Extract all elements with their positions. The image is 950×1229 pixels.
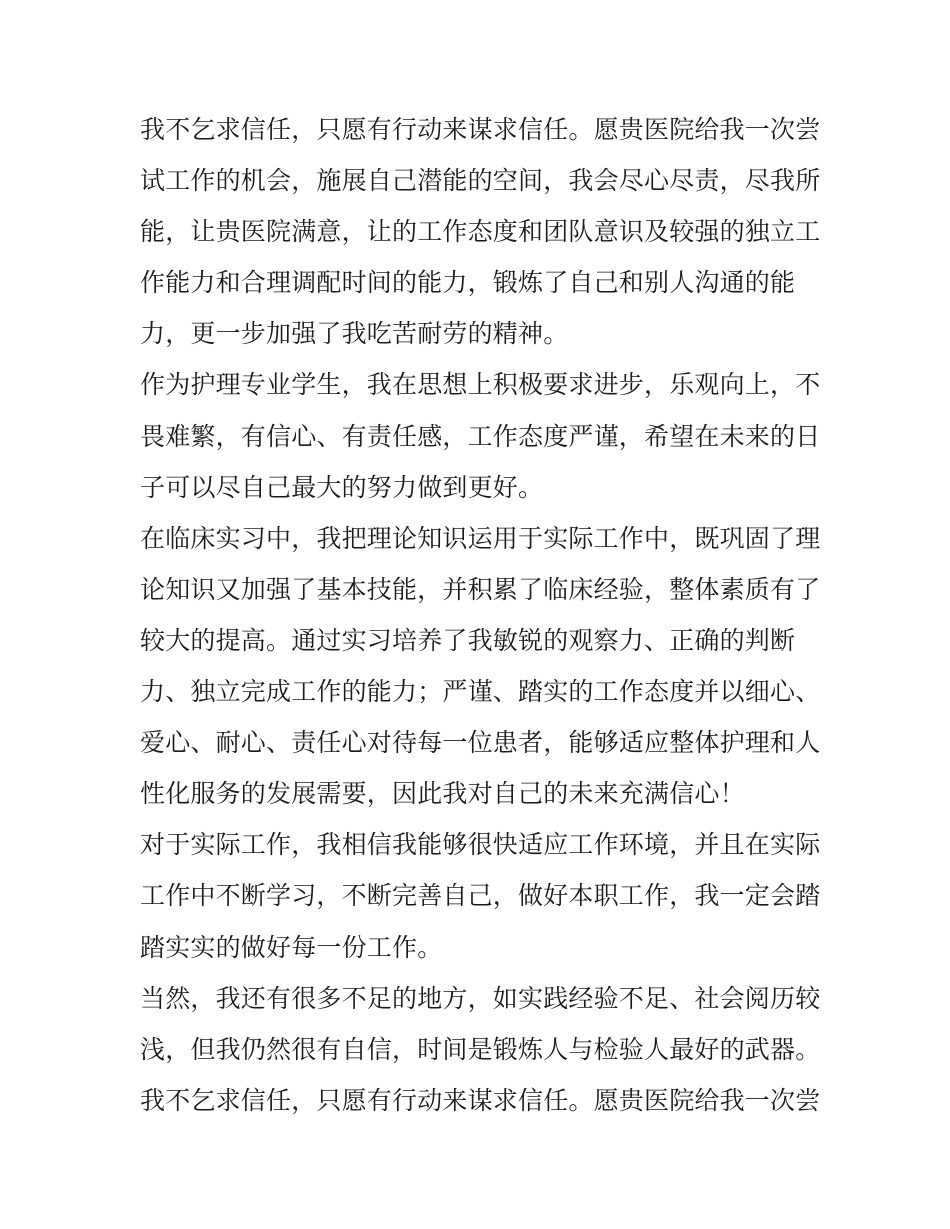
text-line: 在临床实习中，我把理论知识运用于实际工作中，既巩固了理 (140, 523, 821, 553)
document-body (140, 104, 821, 1126)
text-line: 我不乞求信任，只愿有行动来谋求信任。愿贵医院给我一次尝 (140, 115, 821, 144)
text-line: 工作中不断学习，不断完善自己，做好本职工作，我一定会踏 (140, 881, 821, 911)
text-line: 踏实实的做好每一份工作。 (140, 932, 443, 962)
text-line: 畏难繁，有信心、有责任感，工作态度严谨，希望在未来的日 (140, 421, 821, 451)
text-line: 子可以尽自己最大的努力做到更好。 (140, 472, 544, 502)
text-line: 浅，但我仍然很有自信，时间是锻炼人与检验人最好的武器。 (140, 1034, 821, 1064)
text-line: 试工作的机会，施展自己潜能的空间，我会尽心尽责，尽我所 (140, 166, 821, 196)
text-line: 我不乞求信任，只愿有行动来谋求信任。愿贵医院给我一次尝 (140, 1085, 821, 1115)
text-line: 作能力和合理调配时间的能力，锻炼了自己和别人沟通的能 (140, 268, 796, 298)
text-line: 能，让贵医院满意，让的工作态度和团队意识及较强的独立工 (140, 217, 821, 247)
text-line: 论知识又加强了基本技能，并积累了临床经验，整体素质有了 (140, 574, 821, 604)
text-line: 对于实际工作，我相信我能够很快适应工作环境，并且在实际 (140, 830, 821, 860)
text-line: 性化服务的发展需要，因此我对自己的未来充满信心！ (140, 779, 745, 809)
text-line: 力，更一步加强了我吃苦耐劳的精神。 (140, 319, 569, 349)
text-line: 力、独立完成工作的能力；严谨、踏实的工作态度并以细心、 (140, 677, 821, 707)
text-line: 当然，我还有很多不足的地方，如实践经验不足、社会阅历较 (140, 983, 821, 1013)
text-line: 爱心、耐心、责任心对待每一位患者，能够适应整体护理和人 (140, 728, 821, 758)
text-line: 作为护理专业学生，我在思想上积极要求进步，乐观向上，不 (140, 370, 821, 400)
text-line: 较大的提高。通过实习培养了我敏锐的观察力、正确的判断 (140, 625, 796, 655)
